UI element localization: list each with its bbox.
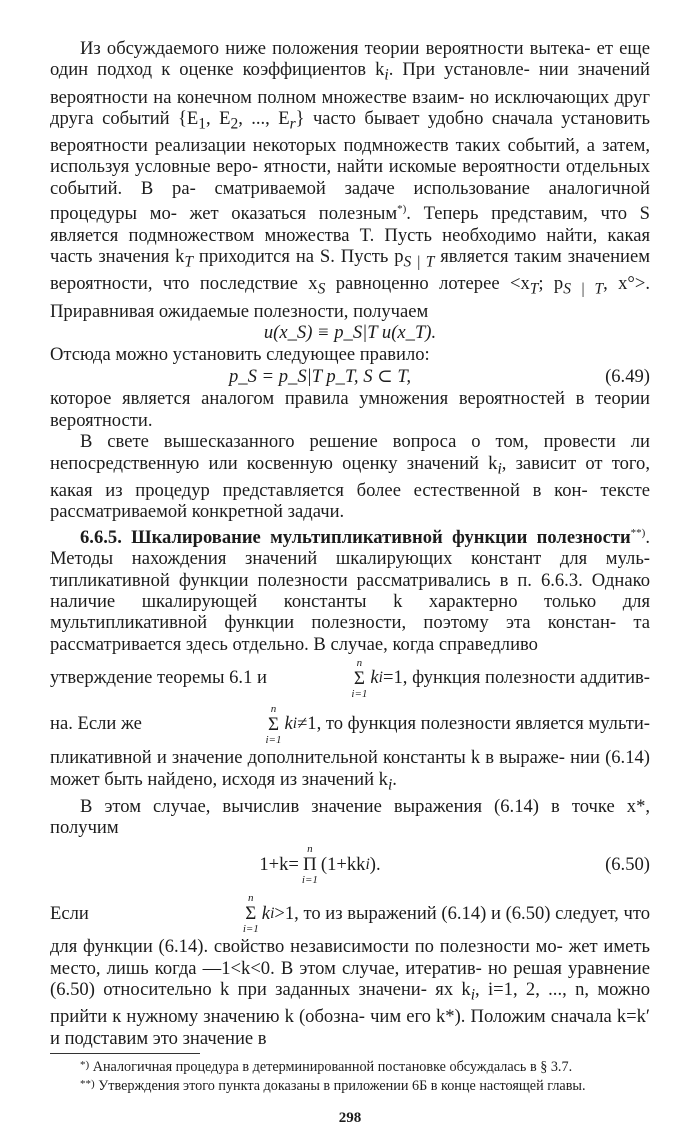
rule-intro: Отсюда можно установить следующее правило:	[50, 343, 430, 365]
footnote-1: *) Аналогичная процедура в детерминированной постановке обсуждалась в § 3.7.	[80, 1059, 573, 1076]
equation-6-49: p_S = p_S|T p_T, S ⊂ T, (6.49)	[228, 366, 650, 388]
book-page	[50, 38, 651, 1127]
page-number: 298	[338, 1110, 362, 1127]
paragraph-probability-approach: Из обсуждаемого ниже положения теории вероятности вытека- ет еще один подход к оценке коэффициентов $k_i$. При установле- нии значений вероятности на конечном полном множестве взаим- но исключающих друг друга событий {$E_1$, $E_2$, ..., $E_r$} часто бывает удобно сначала установить вероятности реализации некоторых подмножеств таких событий, а затем, используя условные веро- ятности, найти искомые вероятности отдельных событий. В ра- сматриваемой задаче использование аналогичной процедуры мо- жет оказаться полезным*). Теперь представим, что S является подмножеством множества T. Пусть необходимо найти, какая часть значения $k_T$ приходится на S. Пусть $p_{S | T}$ является таким значением вероятности, что последствие $x_S$ равноценно лотерее $<x_T$; $p_{S | T}$, x°>. Приравнивая ожидаемые полезности, получаем	[50, 38, 651, 322]
sum-symbol: n Σ i=1	[265, 702, 282, 746]
footnote-divider	[50, 1053, 200, 1054]
paragraph-iterative: для функции (6.14). свойство независимости по полезности мо- жет иметь место, лишь когда —1<k<0. В этом случае, итератив- но решая уравнение (6.50) относительно k при заданных значени- ях $k_i$, i=1, 2, ..., n, можно прийти к нужному значению k (обозна- чим его k*). Положим сначала k=k′ и подставим это значение в	[50, 936, 651, 1049]
equation-utility: u(x_S) ≡ p_S|T u(x_T).	[263, 321, 437, 343]
sum-line-2: на. Если же n Σ i=1 k i ≠1, то функция полезности является мульти-	[50, 702, 650, 746]
section-heading: 6.6.5. Шкалирование мультипликативной функции полезности	[80, 526, 631, 548]
footnote-ref-1: *)	[397, 203, 407, 216]
paragraph-multiplicative: пликативной и значение дополнительной константы k в выраже- нии (6.14) может быть найдено, исходя из значений $k_i$.	[50, 747, 650, 794]
equation-number: (6.49)	[605, 366, 650, 388]
equation-number: (6.50)	[605, 853, 650, 875]
paragraph-evaluate: В этом случае, вычислив значение выражения (6.14) в точке x*, получим	[50, 795, 651, 839]
footnote-ref-2: **)	[630, 526, 646, 539]
sum-symbol: n Σ i=1	[242, 891, 259, 935]
paragraph-analogy: которое является аналогом правила умножения вероятностей в теории вероятности.	[50, 388, 650, 431]
paragraph-direct-indirect: В свете вышесказанного решение вопроса о том, провести ли непосредственную или косвенную оценку значений $k_i$, зависит от того, какая из процедур представляется более естественной в кон- тексте рассматриваемой конкретной задачи.	[50, 431, 651, 523]
sum-line-3: Если n Σ i=1 k i >1, то из выражений (6.14) и (6.50) следует, что	[50, 891, 650, 935]
footnote-2: **) Утверждения этого пункта доказаны в приложении 6Б в конце настоящей главы.	[80, 1078, 586, 1095]
sum-line-1: утверждение теоремы 6.1 и n Σ i=1 k i =1, функция полезности аддитив-	[50, 656, 650, 700]
footnotes	[50, 1057, 650, 1095]
equation-6-50: 1+k= n Π i=1 (1+kk i ). (6.50)	[259, 842, 650, 886]
product-symbol: n Π i=1	[301, 842, 318, 886]
section-6-6-5: 6.6.5. Шкалирование мультипликативной функции полезности**). Методы нахождения значений шкалирующих констант для муль- типликативной функции полезности рассматривались в п. 6.6.3. Однако наличие шкалирующей константы k характерно только для мультипликативной функции полезности, поэтому эта констан- та рассматривается здесь отдельно. В случае, когда справедливо	[50, 526, 650, 655]
sum-symbol: n Σ i=1	[351, 656, 368, 700]
